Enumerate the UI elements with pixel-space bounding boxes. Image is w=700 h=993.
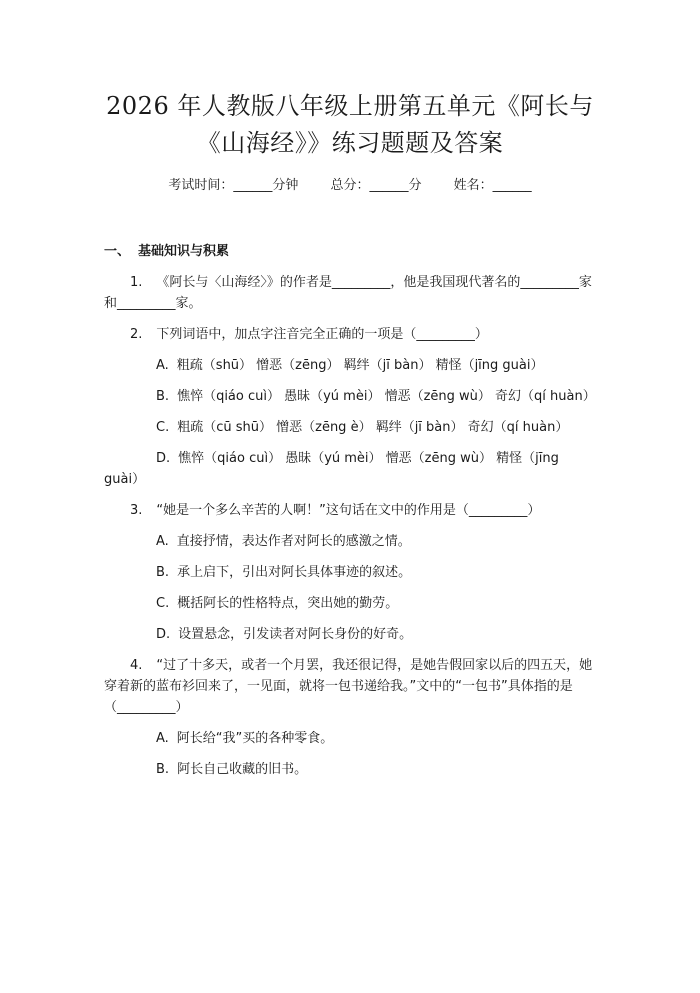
option-text: 粗疏（shū） 憎恶（zēng） 羁绊（jī bàn） 精怪（jīng guài） xyxy=(176,358,544,373)
option-3c xyxy=(104,593,596,614)
section-number: 一、 xyxy=(104,244,131,259)
option-letter: D. xyxy=(156,627,171,642)
question-2 xyxy=(104,324,596,345)
option-4a xyxy=(104,728,596,749)
option-4b xyxy=(104,759,596,780)
option-text: 憔悴（qiáo cuì） 愚昧（yú mèi） 憎恶（zēng wù） 奇幻（qí huàn） xyxy=(177,389,596,404)
question-1 xyxy=(104,272,596,314)
option-letter: B. xyxy=(156,565,170,580)
option-3a xyxy=(104,531,596,552)
option-letter: B. xyxy=(156,762,170,777)
section-heading xyxy=(104,242,596,262)
question-number: 1. xyxy=(130,275,143,290)
question-text: “过了十多天，或者一个月罢，我还很记得，是她告假回家以后的四五天，她穿着新的蓝布衫回来了，一见面，就将一包书递给我。”文中的“一包书”具体指的是（_________） xyxy=(104,658,593,715)
option-text: 设置悬念，引发读者对阿长身份的好奇。 xyxy=(178,627,413,642)
exam-time: 考试时间：______分钟 xyxy=(168,178,299,193)
title-line-1: 2026 年人教版八年级上册第五单元《阿长与 xyxy=(106,92,594,120)
question-4 xyxy=(104,655,596,718)
option-2a xyxy=(104,355,596,376)
option-letter: C. xyxy=(156,596,170,611)
question-text: 《阿长与〈山海经〉》的作者是_________，他是我国现代著名的_________家和_________家。 xyxy=(104,275,592,311)
option-letter: A. xyxy=(156,358,169,373)
exam-info xyxy=(104,176,596,196)
option-text: 粗疏（cū shū） 憎恶（zēng è） 羁绊（jī bàn） 奇幻（qí huàn） xyxy=(177,420,569,435)
question-text: “她是一个多么辛苦的人啊！”这句话在文中的作用是（_________） xyxy=(156,503,541,518)
option-text: 直接抒情，表达作者对阿长的感激之情。 xyxy=(176,534,411,549)
exam-name: 姓名：______ xyxy=(453,178,532,193)
option-text: 承上启下，引出对阿长具体事迹的叙述。 xyxy=(177,565,412,580)
option-text: 阿长自己收藏的旧书。 xyxy=(177,762,308,777)
question-number: 3. xyxy=(130,503,143,518)
option-2c xyxy=(104,417,596,438)
question-number: 4. xyxy=(130,658,143,673)
option-2b xyxy=(104,386,596,407)
option-3d xyxy=(104,624,596,645)
option-2d xyxy=(104,448,596,490)
option-3b xyxy=(104,562,596,583)
question-3 xyxy=(104,500,596,521)
title-line-2: 《山海经》》练习题题及答案 xyxy=(196,129,504,157)
section-title: 基础知识与积累 xyxy=(138,244,230,259)
document-page xyxy=(0,88,700,993)
option-letter: B. xyxy=(156,389,170,404)
option-letter: A. xyxy=(156,731,169,746)
option-letter: A. xyxy=(156,534,169,549)
document-title xyxy=(104,88,596,162)
question-text: 下列词语中，加点字注音完全正确的一项是（_________） xyxy=(156,327,488,342)
option-letter: D. xyxy=(156,451,171,466)
option-letter: C. xyxy=(156,420,170,435)
option-text: 阿长给“我”买的各种零食。 xyxy=(176,731,334,746)
exam-score: 总分：______分 xyxy=(330,178,422,193)
question-number: 2. xyxy=(130,327,143,342)
option-text: 概括阿长的性格特点，突出她的勤劳。 xyxy=(177,596,399,611)
option-text: 憔悴（qiáo cuì） 愚昧（yú mèi） 憎恶（zēng wù） 精怪（jīng guài） xyxy=(104,451,559,487)
